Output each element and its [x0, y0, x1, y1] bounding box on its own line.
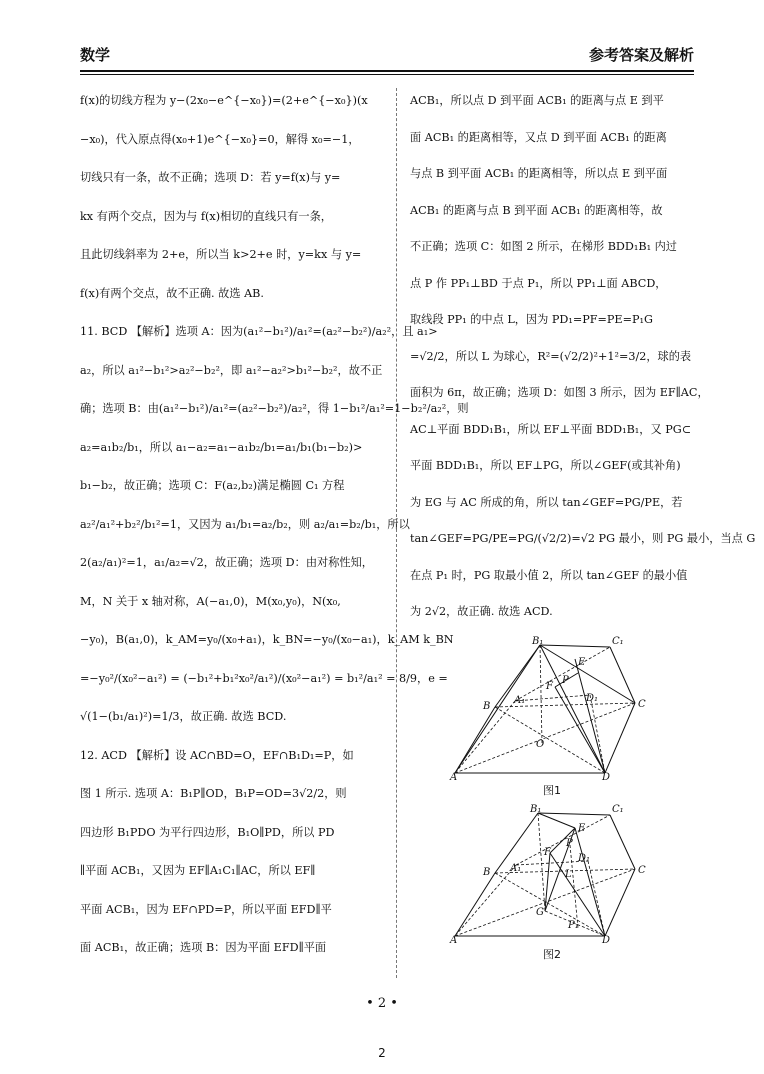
vertex-label: B	[483, 867, 491, 878]
text-line: f(x)的切线方程为 y−(2x₀−e^{−x₀})=(2+e^{−x₀})(x	[80, 94, 368, 107]
vertex-label: G	[536, 907, 544, 918]
text-line: 平面 BDD₁B₁，所以 EF⊥PG，所以∠GEF(或其补角)	[410, 459, 681, 472]
text-line: 平面 ACB₁，因为 EF∩PD=P，所以平面 EFD∥平	[80, 902, 332, 916]
vertex-label: F	[544, 847, 551, 858]
subject-label: 数学	[80, 46, 111, 64]
column-divider	[396, 88, 397, 978]
header-rule-thin	[80, 74, 694, 75]
figure-2	[450, 803, 660, 961]
text-line: f(x)有两个交点，故不正确. 故选 AB.	[80, 286, 264, 300]
text-line: AC⊥平面 BDD₁B₁，所以 EF⊥平面 BDD₁B₁，又 PG⊂	[410, 422, 692, 436]
text-line: 确；选项 B：由(a₁²−b₁²)/a₁²=(a₂²−b₂²)/a₂²，得 1−b₁²/a₁²=1−b₂²/a₂²，则	[80, 402, 469, 415]
vertex-label: D	[602, 772, 611, 783]
text-line: 11. BCD 【解析】选项 A：因为(a₁²−b₁²)/a₁²=(a₂²−b₂²)/a₂²，且 a₁>	[80, 325, 438, 338]
vertex-label: D	[602, 935, 611, 946]
edge-c1c	[610, 647, 635, 703]
header-rule-thick	[80, 70, 694, 72]
edge-b1a	[455, 645, 540, 773]
text-line: 2(a₂/a₁)²=1，a₁/a₂=√2，故正确；选项 D：由对称性知，	[80, 556, 373, 569]
vertex-label: C₁	[612, 804, 624, 815]
vertex-label: B₁	[530, 804, 542, 815]
text-line: ∥平面 ACB₁，又因为 EF∥A₁C₁∥AC，所以 EF∥	[80, 864, 316, 877]
text-line: a₂，所以 a₁²−b₁²>a₂²−b₂²，即 a₁²−a₂²>b₁²−b₂²，故不正	[80, 363, 383, 377]
page-marker: • 2 •	[366, 996, 398, 1011]
vertex-label: C	[638, 865, 646, 876]
text-line: =−y₀²/(x₀²−a₁²) = (−b₁²+b₁²x₀²/a₁²)/(x₀²−a₁²) = b₁²/a₁² = 8/9，e =	[80, 671, 448, 685]
figure-1	[450, 635, 660, 797]
vertex-label: B	[483, 701, 491, 712]
vertex-label: C	[638, 699, 646, 710]
text-line: 不正确；选项 C：如图 2 所示，在梯形 BDD₁B₁ 内过	[410, 240, 677, 253]
vertex-label: L	[565, 869, 572, 880]
edge-b1c1	[540, 645, 610, 647]
text-line: 12. ACD 【解析】设 AC∩BD=O，EF∩B₁D₁=P，如	[80, 748, 354, 762]
vertex-label: P	[566, 838, 573, 849]
text-line: ACB₁ 的距离与点 B 到平面 ACB₁ 的距离相等，故	[410, 203, 663, 217]
document-title: 参考答案及解析	[588, 46, 694, 64]
text-line: 面 ACB₁ 的距离相等，又点 D 到平面 ACB₁ 的距离	[410, 130, 667, 144]
vertex-label: D₁	[578, 853, 591, 864]
text-line: 在点 P₁ 时，PG 取最小值 2，所以 tan∠GEF 的最小值	[410, 568, 688, 582]
text-line: tan∠GEF=PG/PE=PG/(√2/2)=√2 PG 最小，则 PG 最小，当点 G	[410, 532, 756, 545]
figure-2-diagram	[450, 803, 660, 946]
text-line: =√2/2，所以 L 为球心，R²=(√2/2)²+1²=3/2，球的表	[410, 349, 692, 363]
text-line: 图 1 所示. 选项 A：B₁P∥OD，B₁P=OD=3√2/2，则	[80, 787, 347, 800]
text-line: ACB₁，所以点 D 到平面 ACB₁ 的距离与点 E 到平	[410, 94, 664, 107]
vertex-label: A	[450, 772, 458, 783]
text-line: 为 EG 与 AC 所成的角，所以 tan∠GEF=PG/PE，若	[410, 495, 683, 509]
text-line: 为 2√2，故正确. 故选 ACD.	[410, 605, 553, 618]
text-line: 点 P 作 PP₁⊥BD 于点 P₁，所以 PP₁⊥面 ABCD，	[410, 276, 667, 290]
text-line: −x₀)，代入原点得(x₀+1)e^{−x₀}=0，解得 x₀=−1，	[80, 132, 360, 146]
figure-1-diagram	[450, 635, 660, 783]
vertex-label: O	[536, 739, 545, 750]
vertex-label: P₁	[568, 920, 579, 931]
text-line: b₁−b₂，故正确；选项 C：F(a₂,b₂)满足椭圆 C₁ 方程	[80, 479, 345, 492]
text-line: kx 有两个交点，因为与 f(x)相切的直线只有一条，	[80, 209, 332, 223]
vertex-label: E	[578, 657, 586, 668]
text-line: a₂²/a₁²+b₂²/b₁²=1，又因为 a₁/b₁=a₂/b₂，则 a₂/a₁=b₂/b₁，所以	[80, 517, 410, 531]
text-line: 面积为 6π，故正确；选项 D：如图 3 所示，因为 EF∥AC，	[410, 386, 709, 399]
figure-1-caption: 图1	[543, 784, 561, 797]
edge-cd	[605, 703, 635, 773]
text-line: 与点 B 到平面 ACB₁ 的距离相等，所以点 E 到平面	[410, 167, 668, 180]
vertex-label: P	[562, 675, 569, 686]
figure-2-caption: 图2	[543, 948, 561, 961]
text-line: √(1−(b₁/a₁)²)=1/3，故正确. 故选 BCD.	[80, 710, 287, 723]
vertex-label: A₁	[510, 863, 522, 874]
vertex-label: B₁	[532, 636, 544, 647]
text-line: 面 ACB₁，故正确；选项 B：因为平面 EFD∥平面	[80, 941, 327, 954]
text-line: 且此切线斜率为 2+e，所以当 k>2+e 时，y=kx 与 y=	[80, 248, 362, 261]
vertex-label: E	[578, 823, 586, 834]
text-line: 切线只有一条，故不正确；选项 D：若 y=f(x)与 y=	[80, 171, 341, 184]
vertex-label: A₁	[514, 695, 526, 706]
text-line: 四边形 B₁PDO 为平行四边形，B₁O∥PD，所以 PD	[80, 825, 335, 839]
text-line: −y₀)，B(a₁,0)，k_AM=y₀/(x₀+a₁)，k_BN=−y₀/(x₀−a₁)，k_AM k_BN	[80, 633, 454, 646]
vertex-label: A	[450, 935, 458, 946]
text-line: 取线段 PP₁ 的中点 L，因为 PD₁=PF=PE=P₁G	[410, 313, 653, 326]
vertex-label: F	[546, 681, 553, 692]
text-line: a₂=a₁b₂/b₁，所以 a₁−a₂=a₁−a₁b₂/b₁=a₁/b₁(b₁−b₂)>	[80, 440, 363, 454]
text-line: M，N 关于 x 轴对称，A(−a₁,0)，M(x₀,y₀)，N(x₀,	[80, 594, 341, 608]
page-number: 2	[378, 1046, 386, 1060]
vertex-label: D₁	[586, 693, 599, 704]
vertex-label: C₁	[612, 636, 624, 647]
